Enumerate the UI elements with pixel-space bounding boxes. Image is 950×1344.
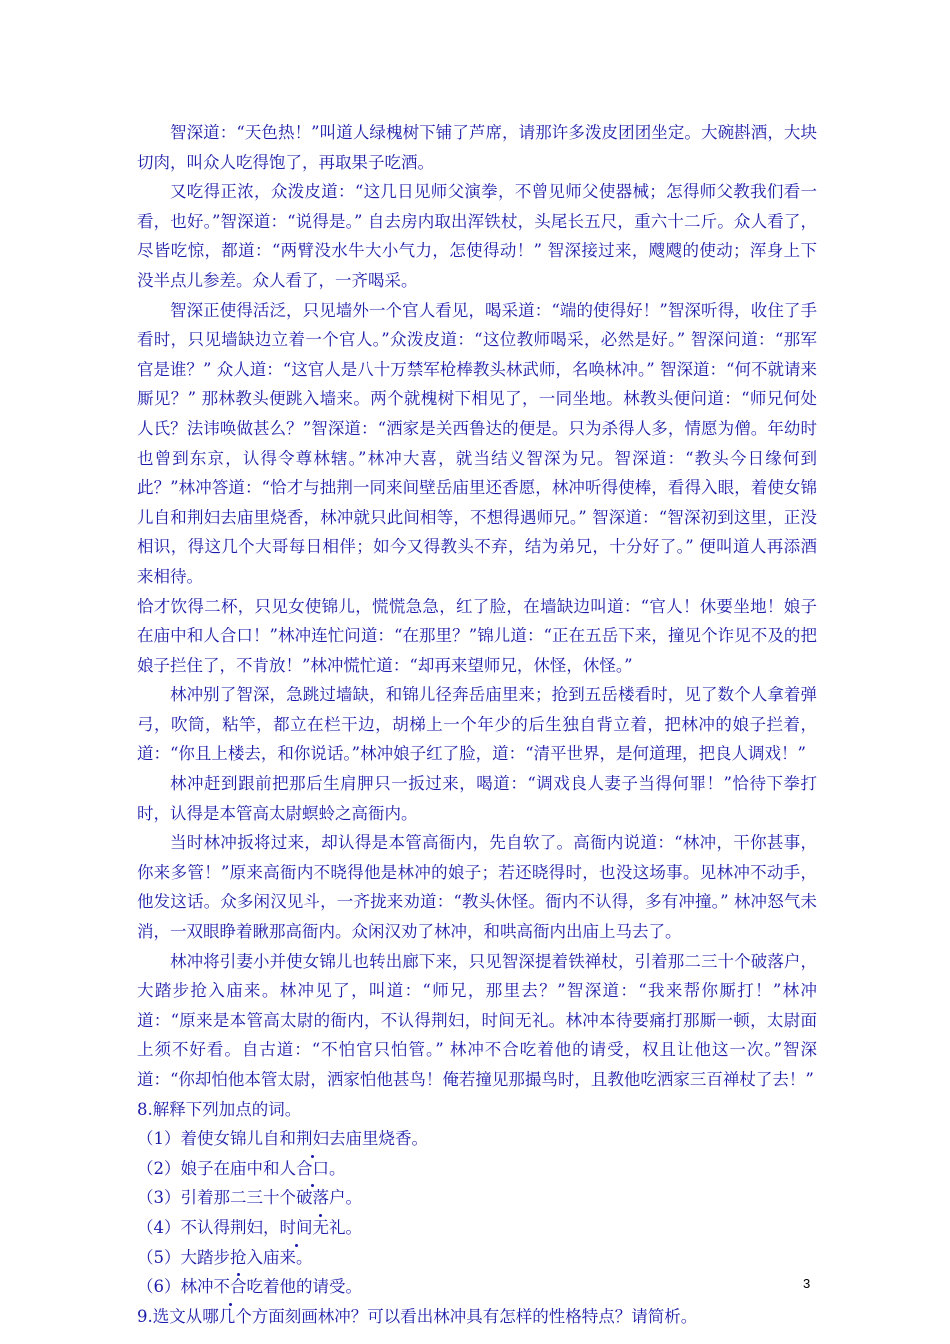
paragraph-2: 又吃得正浓，众泼皮道：“这几日见师父演拳，不曾见师父使器械；怎得师父教我们看一看，也好。”智深道：“说得是。” 自去房内取出浑铁杖，头尾长五尺，重六十二斤。众人看了，尽皆吃惊，都道：“两臂没水牛大小气力，怎使得动！” 智深接过来，飕飕的使动；浑身上下没半点儿参差。众人看了，一齐喝采。	[137, 182, 817, 290]
question-8-item: （4）不认得荆妇，时间无礼。	[137, 1213, 817, 1243]
document-body	[137, 118, 817, 1331]
paragraph-3: 智深正使得活泛，只见墙外一个官人看见，喝采道：“端的使得好！”智深听得，收住了手看时，只见墙缺边立着一个官人。”众泼皮道：“这位教师喝采，必然是好。” 智深问道：“那军官是谁？” 众人道：“这官人是八十万禁军枪棒教头林武师，名唤林冲。” 智深道：“何不就请来厮见？” 那林教头便跳入墙来。两个就槐树下相见了，一同坐地。林教头便问道：“师兄何处人氏？法讳唤做甚么？”智深道：“洒家是关西鲁达的便是。只为杀得人多，情愿为僧。年幼时也曾到东京，认得令尊林辖。”林冲大喜，就当结义智深为兄。智深道：“教头今日缘何到此？”林冲答道：“恰才与拙荆一同来间壁岳庙里还香愿，林冲听得使棒，看得入眼，着使女锦儿自和荆妇去庙里烧香，林冲就只此间相等，不想得遇师兄。” 智深道：“智深初到这里，正没相识，得这几个大哥每日相伴；如今又得教头不弃，结为弟兄，十分好了。” 便叫道人再添酒来相待。	[137, 300, 817, 586]
question-8-item: （5）大踏步抢入庙来。	[137, 1243, 817, 1273]
question-8-item: （6）林冲不合吃着他的请受。	[137, 1272, 817, 1302]
paragraph-5: 林冲别了智深，急跳过墙缺，和锦儿径奔岳庙里来；抢到五岳楼看时，见了数个人拿着弹弓，吹筒，粘竿，都立在栏干边，胡梯上一个年少的后生独自背立着，把林冲的娘子拦着，道：“你且上楼去，和你说话。”林冲娘子红了脸，道：“清平世界，是何道理，把良人调戏！”	[137, 685, 817, 764]
paragraph-8: 林冲将引妻小并使女锦儿也转出廊下来，只见智深提着铁禅杖，引着那二三十个破落户，大踏步抢入庙来。林冲见了，叫道：“师兄，那里去？”智深道：“我来帮你厮打！”林冲道：“原来是本管高太尉的衙内，不认得荆妇，时间无礼。林冲本待要痛打那厮一顿，太尉面上须不好看。自古道：“不怕官只怕管。” 林冲不合吃着他的请受，权且让他这一次。”智深道：“你却怕他本管太尉，洒家怕他甚鸟！俺若撞见那撮鸟时，且教他吃洒家三百禅杖了去！”	[137, 951, 817, 1089]
paragraph-6: 林冲赶到跟前把那后生肩胛只一扳过来，喝道：“调戏良人妻子当得何罪！”恰待下拳打时，认得是本管高太尉螟蛉之高衙内。	[137, 774, 817, 823]
paragraph-4: 恰才饮得二杯，只见女使锦儿，慌慌急急，红了脸，在墙缺边叫道：“官人！休要坐地！娘子在庙中和人合口！”林冲连忙问道：“在那里？”锦儿道：“正在五岳下来，撞见个诈见不及的把娘子拦住了，不肯放！”林冲慌忙道：“却再来望师兄，休怪，休怪。”	[137, 596, 817, 675]
question-8-item: （3）引着那二三十个破落户。	[137, 1183, 817, 1213]
page-number: 3	[803, 1276, 811, 1291]
paragraph-7: 当时林冲扳将过来，却认得是本管高衙内，先自软了。高衙内说道：“林冲，干你甚事，你来多管！”原来高衙内不晓得他是林冲的娘子；若还晓得时，也没这场事。见林冲不动手，他发这话。众多闲汉见斗，一齐拢来劝道：“教头休怪。衙内不认得，多有冲撞。” 林冲怒气未消，一双眼睁着瞅那高衙内。众闲汉劝了林冲，和哄高衙内出庙上马去了。	[137, 833, 817, 942]
question-8-item: （1）着使女锦儿自和荆妇去庙里烧香。	[137, 1124, 817, 1154]
question-8-item: （2）娘子在庙中和人合口。	[137, 1154, 817, 1184]
question-9: 9.选文从哪几个方面刻画林冲？可以看出林冲具有怎样的性格特点？请简析。	[137, 1306, 698, 1326]
question-8-stem: 8.解释下列加点的词。	[137, 1099, 302, 1119]
paragraph-1: 智深道：“天色热！”叫道人绿槐树下铺了芦席，请那许多泼皮团团坐定。大碗斟酒，大块切肉，叫众人吃得饱了，再取果子吃酒。	[137, 123, 817, 172]
